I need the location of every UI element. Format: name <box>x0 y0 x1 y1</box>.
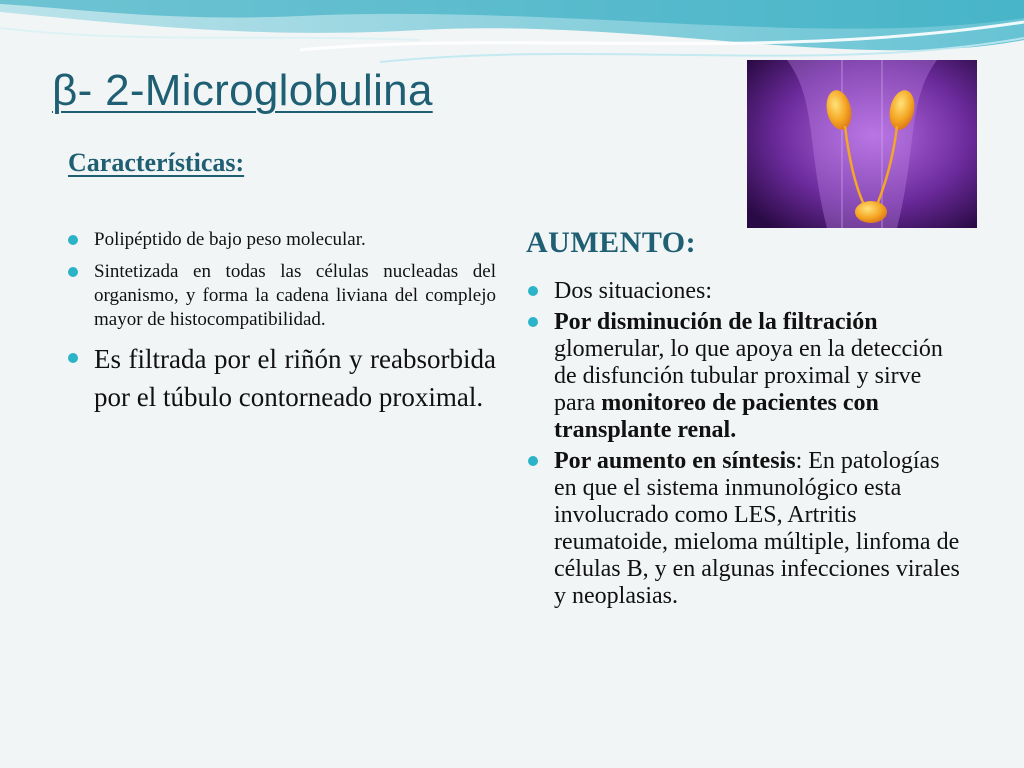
slide-subtitle: Características: <box>68 148 245 177</box>
list-item-text: glomerular, lo que apoya en la detección de disfunción tubular proximal y sirve para <box>554 336 943 416</box>
kidneys-illustration <box>747 60 977 228</box>
list-item-bold: Por disminución de la filtración <box>554 309 878 335</box>
list-item <box>66 260 496 332</box>
list-item-text: Polipéptido de bajo peso molecular. <box>94 229 366 250</box>
list-item-bold: monitoreo de pacientes con transplante renal. <box>554 390 879 443</box>
list-item <box>526 278 966 305</box>
kidney-anatomy-image <box>747 60 977 228</box>
slide-title: β- 2-Microglobulina <box>52 66 433 115</box>
list-item <box>66 340 496 416</box>
list-item-text: Sintetizada en todas las células nucleadas del organismo, y forma la cadena liviana del complejo mayor de histocompatibilidad. <box>94 261 496 330</box>
aumento-section <box>526 226 966 614</box>
characteristics-list <box>66 228 496 416</box>
list-item <box>526 309 966 444</box>
list-item-text: Dos situaciones: <box>554 278 712 304</box>
bullet-icon <box>68 235 78 245</box>
list-item <box>526 448 966 610</box>
bullet-icon <box>68 353 78 363</box>
aumento-list <box>526 278 966 610</box>
bullet-icon <box>528 317 538 327</box>
list-item-text: : En patologías en que el sistema inmunológico esta involucrado como LES, Artritis reumatoide, mieloma múltiple, linfoma de células B, y en algunas infecciones virales y neoplasias. <box>554 448 960 609</box>
bullet-icon <box>68 267 78 277</box>
list-item-text: Es filtrada por el riñón y reabsorbida por el túbulo contorneado proximal. <box>94 344 496 412</box>
bullet-icon <box>528 456 538 466</box>
list-item-bold: Por aumento en síntesis <box>554 448 796 474</box>
bullet-icon <box>528 286 538 296</box>
list-item <box>66 228 496 252</box>
aumento-heading: AUMENTO: <box>526 226 697 259</box>
